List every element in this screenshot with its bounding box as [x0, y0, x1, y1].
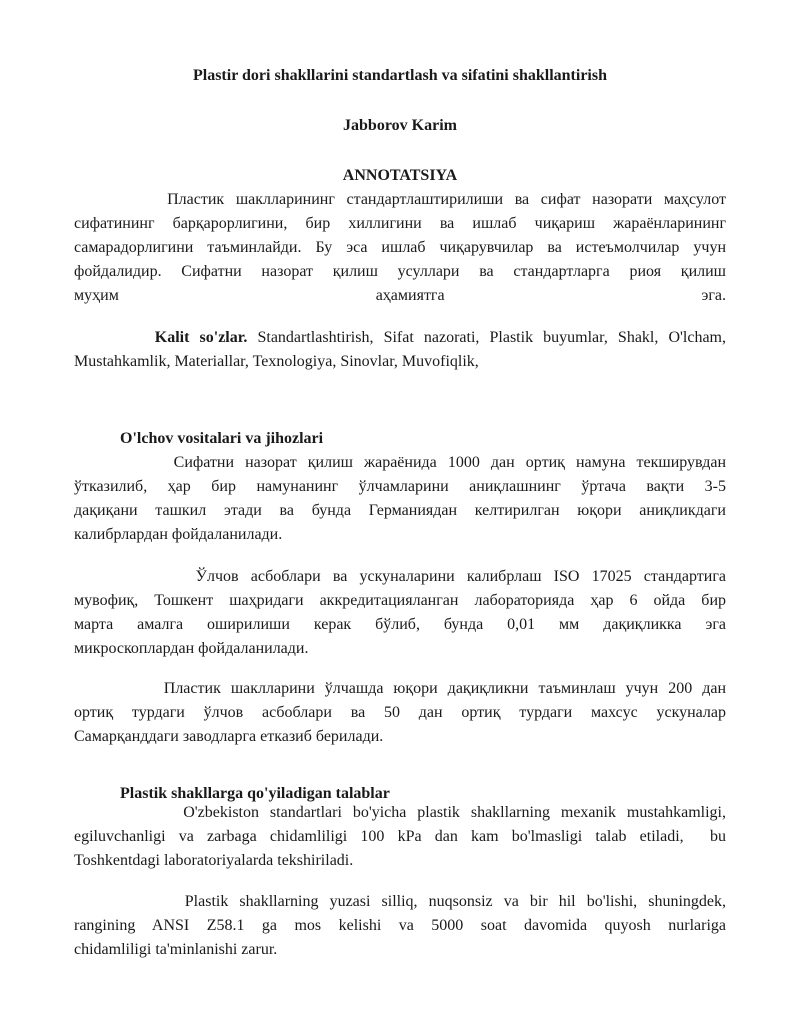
keywords-list-start: Standartlashtirish, Sifat nazorati, Plastik buyumlar, Shakl, O'lcham,: [247, 329, 727, 346]
author-name: Jabborov Karim: [343, 117, 457, 134]
section-heading-measurement: O'lchov vositalari va jihozlari: [120, 430, 324, 447]
section2-paragraph-1: [74, 801, 726, 873]
paragraph-line: марта амалга оширилиши керак бўлиб, бунда 0,01 мм дақиқликка эга: [74, 616, 726, 633]
paragraph-line: Plastik shakllarning yuzasi silliq, nuqsonsiz va bir hil bo'lishi, shuningdek,: [74, 893, 726, 910]
section-heading-requirements: Plastik shakllarga qo'yiladigan talablar: [120, 785, 390, 802]
paragraph-line: Ўлчов асбоблари ва ускуналарини калибрлаш ISO 17025 стандартига: [74, 568, 726, 585]
paragraph-line: ортиқ турдаги ўлчов асбоблари ва 50 дан ортиқ турдаги махсус ускуналар: [74, 704, 726, 721]
section1-paragraph-1: [74, 451, 726, 547]
paragraph-line: chidamliligi ta'minlanishi zarur.: [74, 941, 278, 958]
abstract-paragraph: [74, 188, 726, 308]
paragraph-line: O'zbekiston standartlari bo'yicha plastik shakllarning mexanik mustahkamligi,: [74, 804, 726, 821]
abstract-heading: ANNOTATSIYA: [342, 167, 458, 184]
keywords-line: [74, 326, 726, 350]
paragraph-line: калибрлардан фойдаланилади.: [74, 526, 283, 543]
abstract-line: муҳим аҳамиятга эга.: [74, 287, 726, 304]
section1-paragraph-2: [74, 565, 726, 661]
document-title: Plastir dori shakllarini standartlash va sifatini shakllantirish: [192, 67, 607, 84]
paragraph-line: Toshkentdagi laboratoriyalarda tekshiriladi.: [74, 852, 354, 869]
paragraph-line: мувофиқ, Тошкент шаҳридаги аккредитацияланган лабораторияда ҳар 6 ойда бир: [74, 592, 726, 609]
paragraph-line: Пластик шаклларини ўлчашда юқори дақиқликни таъминлаш учун 200 дан: [74, 680, 726, 697]
abstract-line: самарадорлигини таъминлайди. Бу эса ишлаб чиқарувчилар ва истеъмолчилар учун: [74, 239, 726, 256]
keywords-label: Kalit so'zlar.: [154, 329, 248, 346]
paragraph-line: ўтказилиб, ҳар бир намунанинг ўлчамларини аниқлашнинг ўртача вақти 3-5: [74, 478, 726, 495]
abstract-line: фойдалидир. Сифатни назорат қилиш усуллари ва стандартларга риоя қилиш: [74, 263, 726, 280]
paragraph-line: egiluvchanligi va zarbaga chidamliligi 100 kPa dan kam bo'lmasligi talab etiladi, bu: [74, 828, 726, 845]
section1-paragraph-3: [74, 677, 726, 749]
paragraph-line: дақиқани ташкил этади ва бунда Германиядан келтирилган юқори аниқликдаги: [74, 502, 726, 519]
keywords-paragraph: [74, 326, 726, 374]
paragraph-line: rangining ANSI Z58.1 ga mos kelishi va 5000 soat davomida quyosh nurlariga: [74, 917, 726, 934]
keywords-line: Mustahkamlik, Materiallar, Texnologiya, Sinovlar, Muvofiqlik,: [74, 353, 479, 370]
abstract-line: Пластик шаклларининг стандартлаштирилиши ва сифат назорати маҳсулот: [74, 191, 726, 208]
paragraph-line: Сифатни назорат қилиш жараёнида 1000 дан ортиқ намуна текширувдан: [74, 454, 726, 471]
section2-paragraph-2: [74, 890, 726, 962]
abstract-line: сифатининг барқарорлигини, бир хиллигини ва ишлаб чиқариш жараёнларининг: [74, 215, 726, 232]
paragraph-line: микроскоплардан фойдаланилади.: [74, 640, 309, 657]
paragraph-line: Самарқанддаги заводларга етказиб берилади.: [74, 728, 384, 745]
